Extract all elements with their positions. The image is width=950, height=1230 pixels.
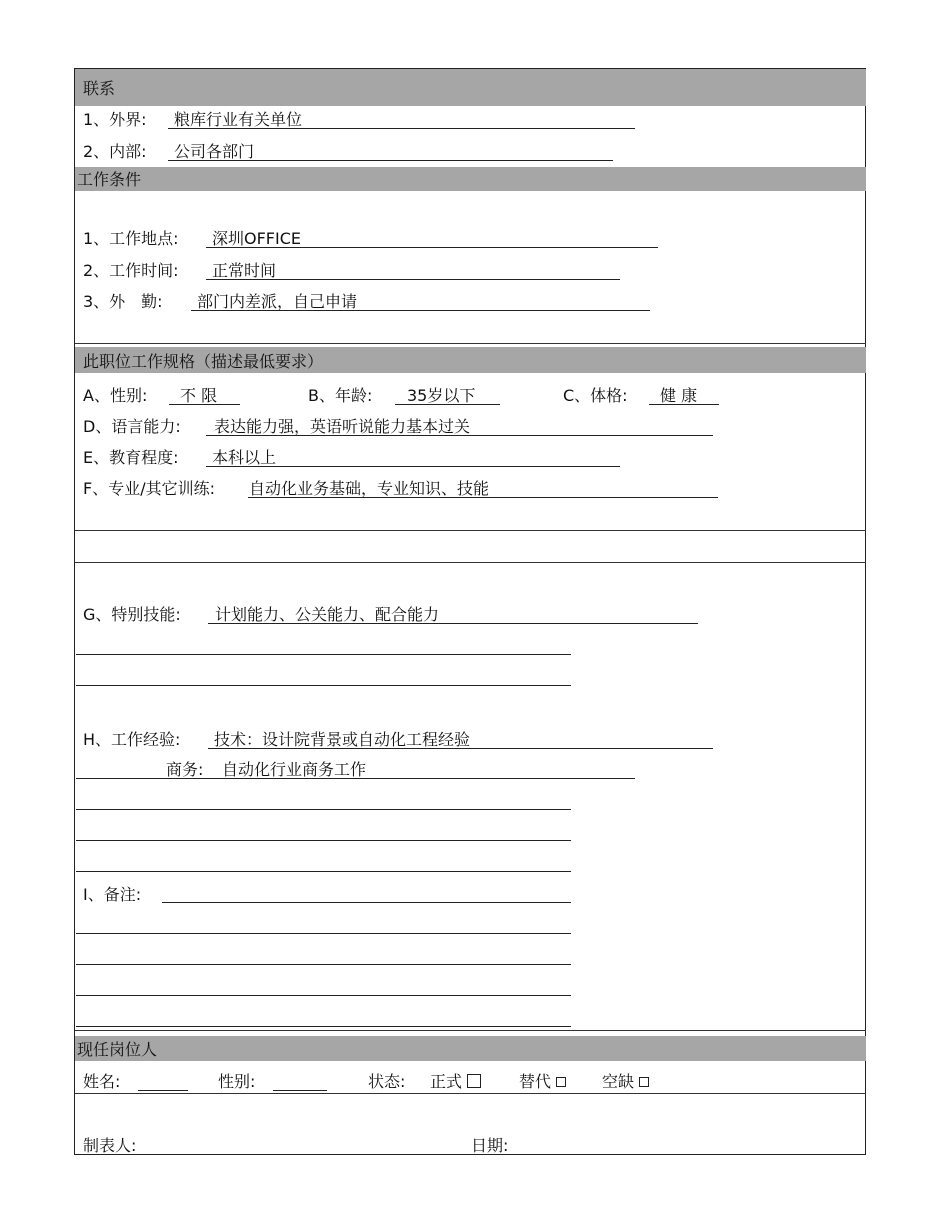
blank-line <box>76 933 571 934</box>
incumbent-header <box>75 1036 866 1061</box>
skills-value: 计划能力、公关能力、配合能力 <box>215 605 440 624</box>
blank-line <box>76 995 571 996</box>
internal-label: 2、内部: <box>83 142 147 161</box>
experience-biz-label: 商务: <box>166 760 204 779</box>
age-value: 35岁以下 <box>407 386 476 405</box>
status-substitute-label: 替代 <box>519 1072 552 1091</box>
blank-line <box>76 871 571 872</box>
name-line[interactable] <box>138 1090 188 1091</box>
incumbent-gender-line[interactable] <box>273 1090 327 1091</box>
time-label: 2、工作时间: <box>83 261 179 280</box>
formal-checkbox[interactable] <box>467 1074 481 1088</box>
physique-line <box>649 404 719 405</box>
age-line <box>395 404 500 405</box>
conditions-header <box>75 167 866 191</box>
time-line <box>206 279 620 280</box>
date-line[interactable] <box>526 1154 581 1155</box>
experience-label: H、工作经验: <box>83 730 181 749</box>
conditions-title: 工作条件 <box>77 170 142 189</box>
gender-label: A、性别: <box>83 386 148 405</box>
contact-header <box>75 69 866 106</box>
experience-tech-line <box>208 748 713 749</box>
status-formal-option[interactable] <box>430 1072 481 1092</box>
internal-value: 公司各部门 <box>174 142 255 161</box>
blank-line <box>76 1026 571 1027</box>
language-value: 表达能力强，英语听说能力基本过关 <box>214 417 471 436</box>
location-value: 深圳OFFICE <box>212 229 302 248</box>
age-label: B、年龄: <box>308 386 373 405</box>
external-label: 1、外界: <box>83 110 147 129</box>
location-line <box>206 247 658 248</box>
remarks-line <box>162 902 571 903</box>
status-formal-label: 正式 <box>430 1072 463 1091</box>
blank-line <box>76 964 571 965</box>
training-line <box>248 497 718 498</box>
remarks-label: I、备注: <box>83 885 142 904</box>
experience-tech: 技术：设计院背景或自动化工程经验 <box>214 730 471 749</box>
vacant-checkbox[interactable] <box>639 1077 649 1087</box>
travel-label: 3、外 勤: <box>83 292 163 311</box>
physique-label: C、体格: <box>563 386 628 405</box>
incumbent-title: 现任岗位人 <box>77 1040 158 1059</box>
external-line <box>168 128 635 129</box>
education-label: E、教育程度: <box>83 448 179 467</box>
status-label: 状态: <box>368 1072 406 1091</box>
incumbent-gender-label: 性别: <box>218 1072 256 1091</box>
location-label: 1、工作地点: <box>83 229 179 248</box>
blank-line <box>76 685 571 686</box>
language-line <box>206 435 713 436</box>
form-frame <box>74 68 866 1155</box>
education-line <box>206 466 620 467</box>
preparer-line[interactable] <box>157 1154 218 1155</box>
spec-title: 此职位工作规格（描述最低要求） <box>83 352 324 371</box>
divider <box>75 1093 866 1094</box>
name-label: 姓名: <box>83 1072 121 1091</box>
status-vacant-option[interactable] <box>602 1072 649 1092</box>
education-value: 本科以上 <box>212 448 277 467</box>
travel-value: 部门内差派，自己申请 <box>197 292 358 311</box>
date-label: 日期: <box>471 1136 509 1155</box>
experience-biz-line <box>76 778 635 779</box>
language-label: D、语言能力: <box>83 417 181 436</box>
gender-line <box>169 404 240 405</box>
skills-label: G、特别技能: <box>83 605 181 624</box>
divider <box>75 1030 866 1031</box>
blank-line <box>76 840 571 841</box>
divider <box>75 343 866 344</box>
skills-line <box>208 623 698 624</box>
blank-line <box>76 809 571 810</box>
physique-value: 健 康 <box>660 386 698 405</box>
experience-biz-value: 自动化行业商务工作 <box>222 760 367 779</box>
external-value: 粮库行业有关单位 <box>174 110 303 129</box>
internal-line <box>168 160 613 161</box>
status-substitute-option[interactable] <box>519 1072 566 1092</box>
training-label: F、专业/其它训练: <box>83 479 215 498</box>
travel-line <box>191 310 650 311</box>
time-value: 正常时间 <box>212 261 277 280</box>
divider <box>75 562 866 563</box>
spec-header <box>75 347 866 373</box>
gender-value: 不 限 <box>180 386 218 405</box>
contact-title: 联系 <box>83 79 116 98</box>
preparer-label: 制表人: <box>83 1136 137 1155</box>
divider <box>75 530 866 531</box>
substitute-checkbox[interactable] <box>556 1077 566 1087</box>
blank-line <box>76 654 571 655</box>
training-value: 自动化业务基础，专业知识、技能 <box>249 479 490 498</box>
status-vacant-label: 空缺 <box>602 1072 635 1091</box>
